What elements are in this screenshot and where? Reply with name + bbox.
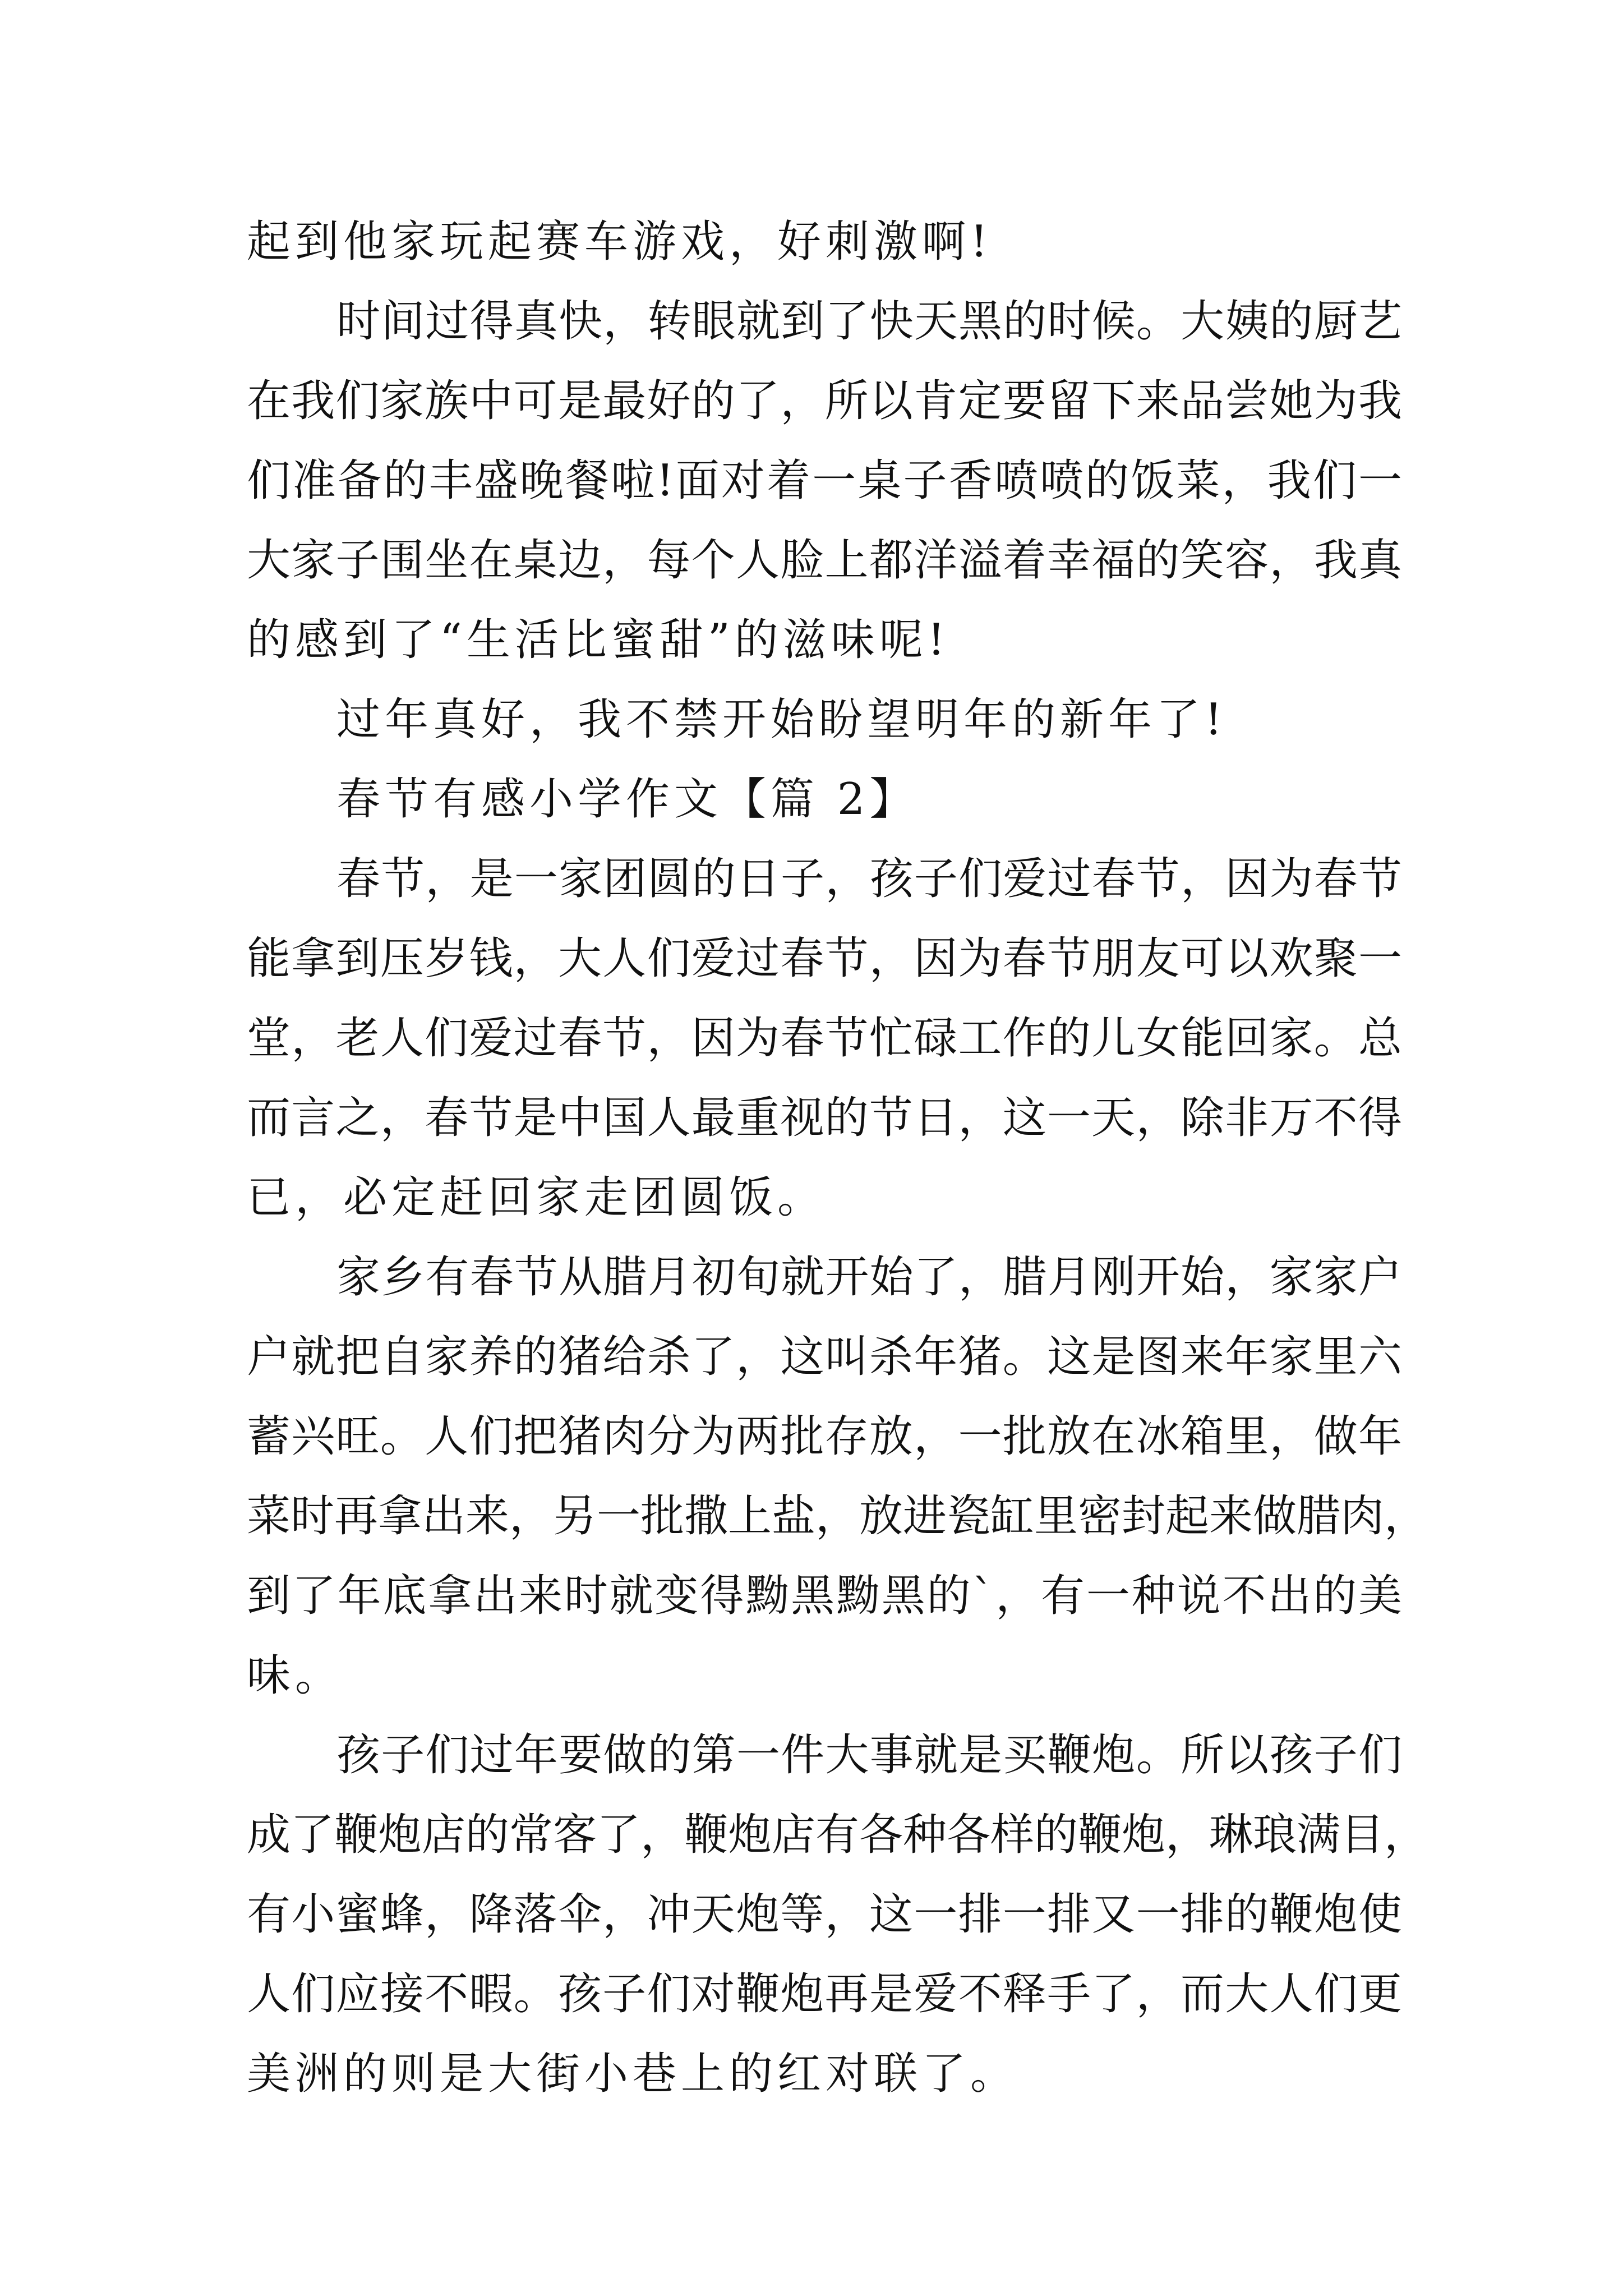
text-line: 味。	[247, 1650, 344, 1701]
text-line: 而言之，春节是中国人最重视的节日，这一天，除非万不得	[247, 1093, 1402, 1143]
essay-text	[247, 202, 1428, 2114]
text-line: 起到他家玩起赛车游戏，好刺激啊!	[247, 217, 993, 267]
text-line: 户就把自家养的猪给杀了，这叫杀年猪。这是图来年家里六	[247, 1332, 1402, 1382]
text-line: 到了年底拿出来时就变得黝黑黝黑的`，有一种说不出的美	[247, 1571, 1402, 1621]
text-line: 在我们家族中可是最好的了，所以肯定要留下来品尝她为我	[247, 376, 1402, 426]
text-line: 能拿到压岁钱，大人们爱过春节，因为春节朋友可以欢聚一	[247, 933, 1402, 984]
text-line: 美洲的则是大街小巷上的红对联了。	[247, 2049, 1019, 2099]
text-line: 孩子们过年要做的第一件大事就是买鞭炮。所以孩子们	[336, 1730, 1402, 1780]
text-line: 大家子围坐在桌边，每个人脸上都洋溢着幸福的笑容，我真	[247, 535, 1402, 586]
text-line: 已，必定赶回家走团圆饭。	[247, 1172, 826, 1223]
text-line: 成了鞭炮店的常客了，鞭炮店有各种各样的鞭炮，琳琅满目，	[247, 1810, 1428, 1860]
text-line: 堂，老人们爱过春节，因为春节忙碌工作的儿女能回家。总	[247, 1013, 1402, 1064]
section-heading: 春节有感小学作文【篇 2】	[336, 774, 918, 825]
text-line: 过年真好，我不禁开始盼望明年的新年了!	[336, 694, 1227, 745]
text-line: 们准备的丰盛晚餐啦!面对着一桌子香喷喷的饭菜，我们一	[247, 455, 1402, 506]
text-line: 蓄兴旺。人们把猪肉分为两批存放，一批放在冰箱里，做年	[247, 1411, 1402, 1462]
text-line: 有小蜜蜂，降落伞，冲天炮等，这一排一排又一排的鞭炮使	[247, 1889, 1402, 1940]
text-line: 的感到了“生活比蜜甜”的滋味呢!	[247, 615, 950, 665]
text-line: 菜时再拿出来，另一批撒上盐，放进瓷缸里密封起来做腊肉，	[247, 1491, 1428, 1542]
text-line: 人们应接不暇。孩子们对鞭炮再是爱不释手了，而大人们更	[247, 1969, 1402, 2019]
text-line: 春节，是一家团圆的日子，孩子们爱过春节，因为春节	[336, 854, 1402, 904]
text-line: 时间过得真快，转眼就到了快天黑的时候。大姨的厨艺	[336, 296, 1402, 347]
text-line: 家乡有春节从腊月初旬就开始了，腊月刚开始，家家户	[336, 1252, 1402, 1303]
